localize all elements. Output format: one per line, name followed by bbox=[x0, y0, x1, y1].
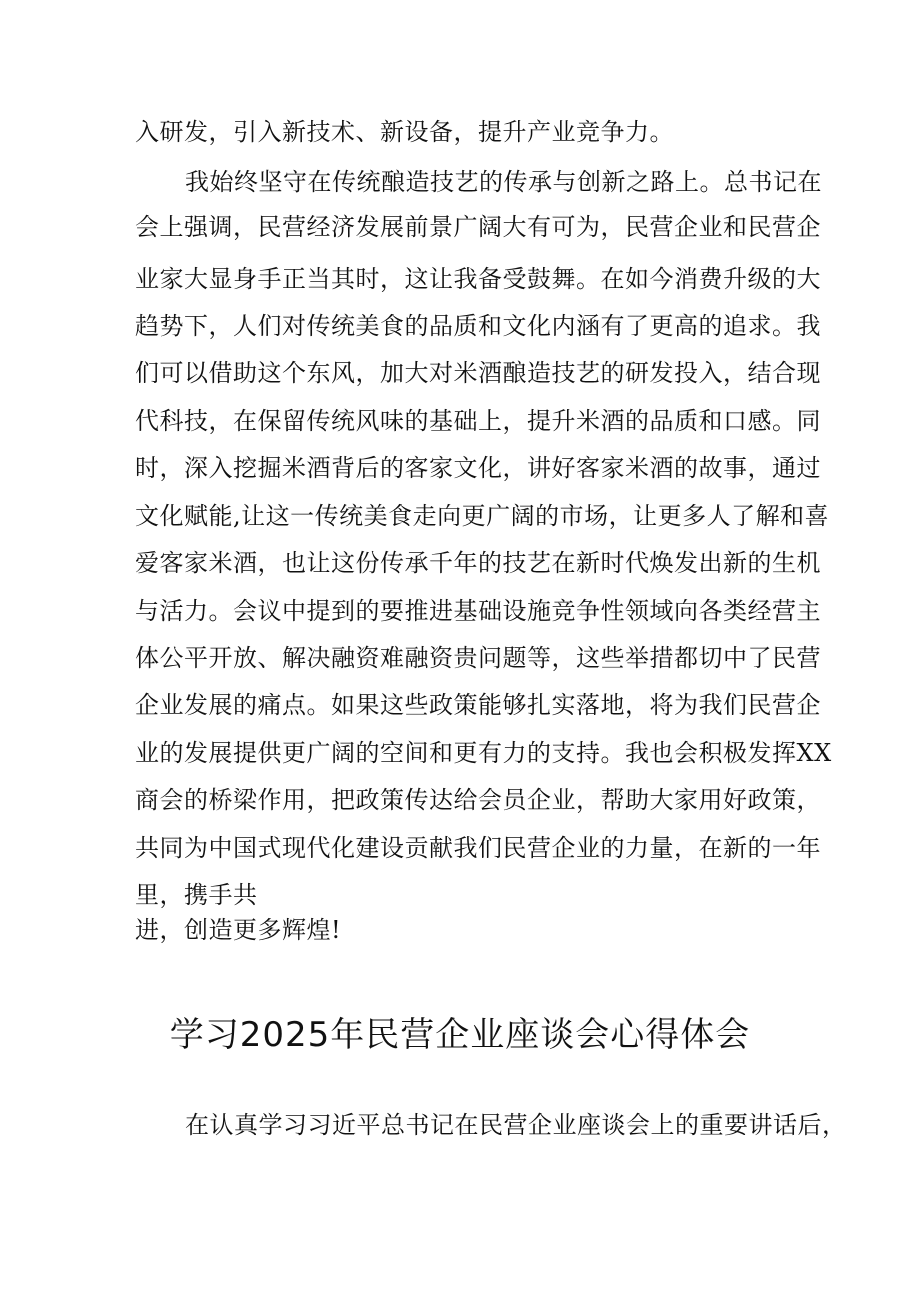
paragraph-line: 爱客家米酒，也让这份传承千年的技艺在新时代焕发出新的生机 bbox=[135, 549, 821, 577]
paragraph-line: 企业发展的痛点。如果这些政策能够扎实落地，将为我们民营企 bbox=[135, 691, 821, 719]
paragraph-line: 里，携手共 bbox=[135, 881, 258, 909]
continuation-line: 入研发，引入新技术、新设备，提升产业竞争力。 bbox=[135, 118, 674, 146]
paragraph-line: 会上强调，民营经济发展前景广阔大有可为，民营企业和民营企 bbox=[135, 213, 821, 241]
section-title: 学习2025年民营企业座谈会心得体会 bbox=[169, 1015, 751, 1055]
paragraph-line: 们可以借助这个东风，加大对米酒酿造技艺的研发投入，结合现 bbox=[135, 359, 821, 387]
paragraph-line: 商会的桥梁作用，把政策传达给会员企业，帮助大家用好政策， bbox=[135, 786, 821, 814]
paragraph-line: 趋势下，人们对传统美食的品质和文化内涵有了更高的追求。我 bbox=[135, 312, 821, 340]
paragraph-line: 业的发展提供更广阔的空间和更有力的支持。我也会积极发挥XX bbox=[135, 739, 832, 767]
paragraph-line: 共同为中国式现代化建设贡献我们民营企业的力量，在新的一年 bbox=[135, 834, 821, 862]
intro-line: 在认真学习习近平总书记在民营企业座谈会上的重要讲话后， bbox=[185, 1111, 847, 1139]
paragraph-line: 进，创造更多辉煌! bbox=[135, 916, 342, 944]
paragraph-line: 与活力。会议中提到的要推进基础设施竞争性领域向各类经营主 bbox=[135, 597, 821, 625]
paragraph-line: 代科技，在保留传统风味的基础上，提升米酒的品质和口感。同 bbox=[135, 407, 821, 435]
paragraph-line: 我始终坚守在传统酿造技艺的传承与创新之路上。总书记在 bbox=[185, 168, 822, 196]
paragraph-line: 时，深入挖掘米酒背后的客家文化，讲好客家米酒的故事，通过 bbox=[135, 454, 821, 482]
paragraph-line: 体公平开放、解决融资难融资贵问题等，这些举措都切中了民营 bbox=[135, 644, 821, 672]
paragraph-line: 文化赋能,让这一传统美食走向更广阔的市场，让更多人了解和喜 bbox=[135, 502, 830, 530]
paragraph-line: 业家大显身手正当其时，这让我备受鼓舞。在如今消费升级的大 bbox=[135, 265, 821, 293]
